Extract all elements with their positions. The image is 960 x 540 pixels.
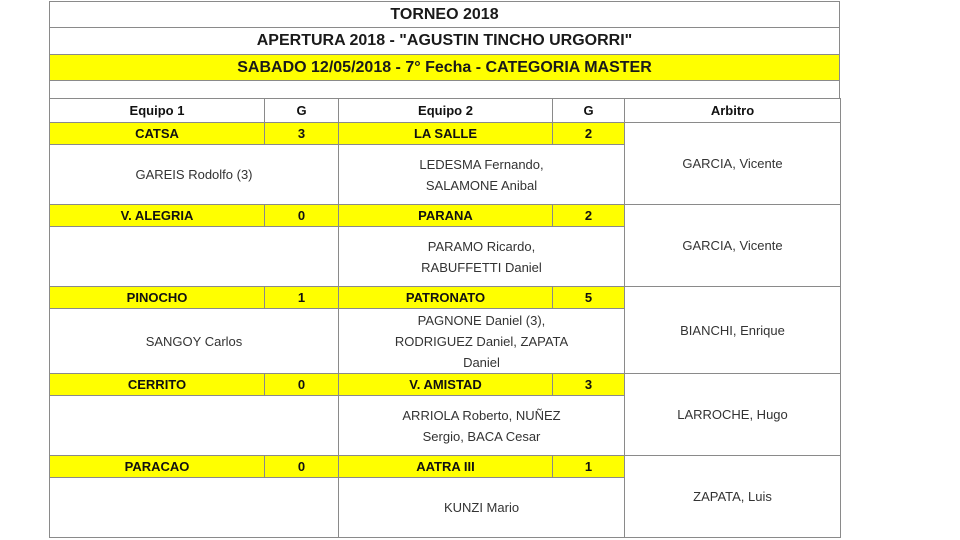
team1-name: PARACAO [50,456,265,478]
team2-scorers [339,396,625,456]
team1-scorers [50,309,339,374]
scorer-line: PARAMO Ricardo, [427,238,536,254]
col-header-goals1: G [265,99,339,123]
scorer-line: RODRIGUEZ Daniel, ZAPATA [394,333,569,349]
team1-goals: 0 [265,456,339,478]
match-score-row [50,287,841,309]
match-score-row [50,123,841,145]
team2-name: PATRONATO [339,287,553,309]
team2-goals: 1 [553,456,625,478]
team2-name: LA SALLE [339,123,553,145]
team1-goals: 1 [265,287,339,309]
match-score-row [50,456,841,478]
team2-scorers [339,309,625,374]
team2-scorers [339,227,625,287]
team2-name: PARANA [339,205,553,227]
referee-name: BIANCHI, Enrique [625,287,841,374]
team1-name: CERRITO [50,374,265,396]
scorer-line: KUNZI Mario [443,500,520,515]
scorer-line: RABUFFETTI Daniel [421,259,542,275]
team2-goals: 2 [553,205,625,227]
scorer-line: PAGNONE Daniel (3), [417,312,546,328]
match-score-row [50,205,841,227]
team1-scorers [50,145,339,205]
team2-name: AATRA III [339,456,553,478]
team2-goals: 3 [553,374,625,396]
team2-scorers [339,145,625,205]
scorer-line: Sergio, BACA Cesar [422,428,541,444]
team2-goals: 5 [553,287,625,309]
team1-scorers [50,396,339,456]
team2-scorers [339,478,625,538]
spacer-row [49,81,840,98]
scorer-line: LEDESMA Fernando, [419,156,544,172]
team2-name: V. AMISTAD [339,374,553,396]
col-header-goals2: G [553,99,625,123]
scorer-line: GAREIS Rodolfo (3) [135,167,253,182]
team1-name: V. ALEGRIA [50,205,265,227]
date-category-banner: SABADO 12/05/2018 - 7° Fecha - CATEGORIA MASTER [49,55,840,81]
team1-name: PINOCHO [50,287,265,309]
col-header-team2: Equipo 2 [339,99,553,123]
referee-name: LARROCHE, Hugo [625,374,841,456]
tournament-title: TORNEO 2018 [49,1,840,28]
scorer-line: Daniel [463,354,500,370]
scorer-line: SANGOY Carlos [145,333,243,349]
fixture-table [49,98,841,538]
fixture-sheet [49,0,840,540]
referee-name: GARCIA, Vicente [625,205,841,287]
col-header-referee: Arbitro [625,99,841,123]
team2-goals: 2 [553,123,625,145]
referee-name: GARCIA, Vicente [625,123,841,205]
team1-goals: 0 [265,374,339,396]
scorer-line: SALAMONE Anibal [425,177,538,193]
team1-name: CATSA [50,123,265,145]
col-header-team1: Equipo 1 [50,99,265,123]
match-score-row [50,374,841,396]
team1-scorers [50,227,339,287]
column-header-row [50,99,841,123]
team1-goals: 0 [265,205,339,227]
team1-goals: 3 [265,123,339,145]
referee-name: ZAPATA, Luis [625,456,841,538]
scorer-line: ARRIOLA Roberto, NUÑEZ [402,407,561,423]
tournament-subtitle: APERTURA 2018 - "AGUSTIN TINCHO URGORRI" [49,28,840,55]
team1-scorers [50,478,339,538]
